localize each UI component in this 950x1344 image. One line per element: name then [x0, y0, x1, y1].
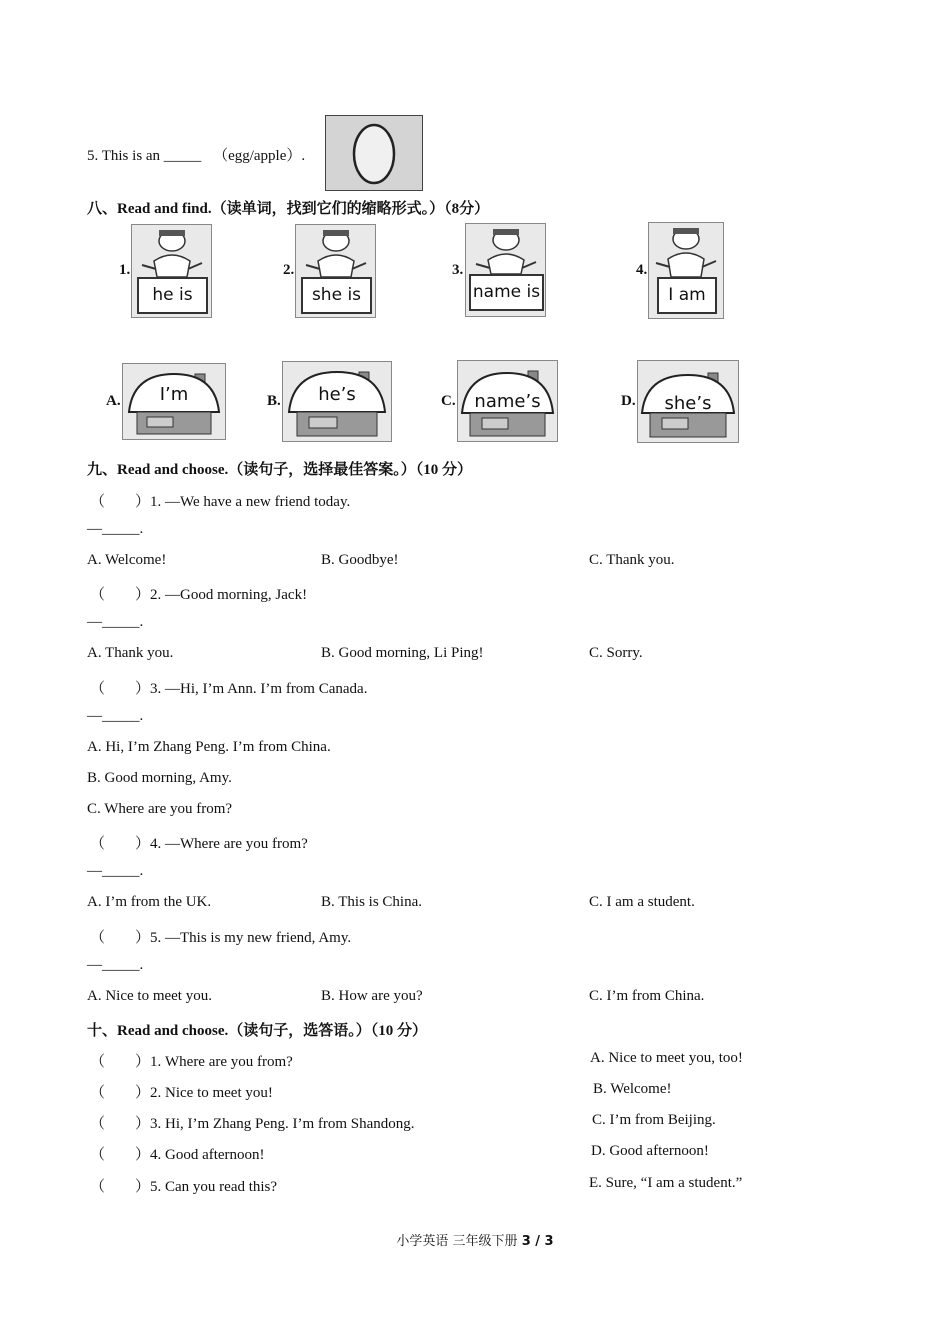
s9-q1-blank: —_____. [87, 521, 144, 537]
s9-q3-option-a: A. Hi, I’m Zhang Peng. I’m from China. [87, 739, 331, 755]
s10-question-3: （ ）3. Hi, I’m Zhang Peng. I’m from Shandong. [90, 1116, 415, 1132]
s9-q2-blank: —_____. [87, 614, 144, 630]
s10-question-1: （ ）1. Where are you from? [90, 1054, 293, 1070]
s9-q2-option-a: A. Thank you. [87, 645, 174, 661]
duck-sign-picture: name is [465, 223, 546, 317]
s9-q3-option-b: B. Good morning, Amy. [87, 770, 232, 786]
s9-q1-option-c: C. Thank you. [589, 552, 675, 568]
house-picture: he’s [282, 361, 392, 442]
s9-q4-blank: —_____. [87, 863, 144, 879]
s9-q4-stem: （ ）4. —Where are you from? [90, 836, 308, 852]
s9-q1-option-a: A. Welcome! [87, 552, 167, 568]
s10-answer-e: E. Sure, “I am a student.” [589, 1175, 743, 1191]
s9-q4-option-b: B. This is China. [321, 894, 422, 910]
egg-picture [325, 115, 423, 191]
s9-q5-blank: —_____. [87, 957, 144, 973]
s10-answer-b: B. Welcome! [593, 1081, 672, 1097]
question-5-egg: 5. This is an _____ （egg/apple）. [87, 148, 306, 164]
s9-q1-option-b: B. Goodbye! [321, 552, 399, 568]
s9-q4-option-c: C. I am a student. [589, 894, 695, 910]
s9-q3-option-c: C. Where are you from? [87, 801, 233, 817]
s9-q5-option-a: A. Nice to meet you. [87, 988, 212, 1004]
s10-answer-d: D. Good afternoon! [591, 1143, 709, 1159]
section-8-title: 八、Read and find.（读单词，找到它们的缩略形式。）（8分） [87, 201, 490, 217]
house-picture: she’s [637, 360, 739, 443]
duck-sign-picture: I am [648, 222, 724, 319]
s9-q2-option-c: C. Sorry. [589, 645, 643, 661]
s9-q2-stem: （ ）2. —Good morning, Jack! [90, 587, 308, 603]
s10-question-4: （ ）4. Good afternoon! [90, 1147, 265, 1163]
s10-answer-c: C. I’m from Beijing. [592, 1112, 716, 1128]
page-footer: 小学英语 三年级下册 3 / 3 [396, 1234, 554, 1249]
duck-sign-picture: he is [131, 224, 212, 318]
s9-q1-stem: （ ）1. —We have a new friend today. [90, 494, 351, 510]
house-picture: I’m [122, 363, 226, 440]
page-number: 3 / 3 [521, 1234, 554, 1249]
s9-q5-option-b: B. How are you? [321, 988, 423, 1004]
s10-question-5: （ ）5. Can you read this? [90, 1179, 278, 1195]
s10-answer-a: A. Nice to meet you, too! [590, 1050, 743, 1066]
s9-q2-option-b: B. Good morning, Li Ping! [321, 645, 484, 661]
s9-q4-option-a: A. I’m from the UK. [87, 894, 212, 910]
house-picture: name’s [457, 360, 558, 442]
section-10-title: 十、Read and choose.（读句子，选答语。）（10 分） [87, 1023, 428, 1039]
s9-q5-option-c: C. I’m from China. [589, 988, 705, 1004]
section-9-title: 九、Read and choose.（读句子，选择最佳答案。）（10 分） [87, 462, 473, 478]
s9-q3-stem: （ ）3. —Hi, I’m Ann. I’m from Canada. [90, 681, 368, 697]
s9-q5-stem: （ ）5. —This is my new friend, Amy. [90, 930, 352, 946]
s9-q3-blank: —_____. [87, 708, 144, 724]
egg-icon [326, 116, 422, 190]
s10-question-2: （ ）2. Nice to meet you! [90, 1085, 273, 1101]
duck-sign-picture: she is [295, 224, 376, 318]
